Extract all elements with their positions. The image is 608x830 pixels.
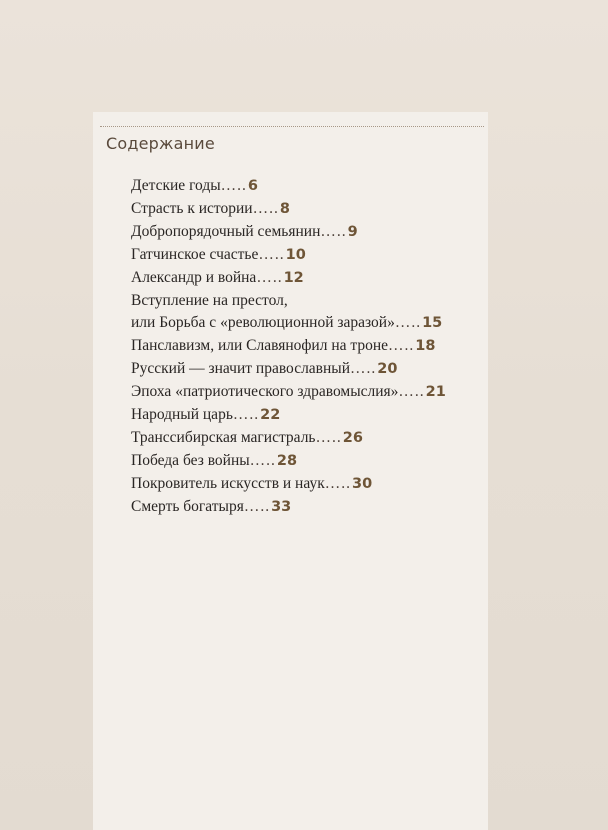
toc-leader-dots: …..	[350, 360, 377, 378]
toc-entry	[131, 175, 481, 198]
toc-entry-title: Победа без войны	[131, 451, 250, 469]
table-of-contents	[131, 175, 481, 519]
toc-entry	[131, 427, 481, 450]
toc-leader-dots: …..	[249, 451, 276, 469]
toc-page-number: 6	[247, 178, 258, 194]
toc-entry-title: Детские годы	[131, 177, 221, 194]
toc-leader-dots: …..	[243, 497, 271, 515]
toc-entry	[131, 404, 481, 427]
toc-leader-dots: …..	[320, 222, 347, 240]
toc-entry	[131, 450, 481, 473]
toc-page-number: 10	[285, 246, 306, 263]
toc-page-number: 33	[271, 498, 292, 515]
toc-entry-title: или Борьба с «революционной заразой»	[131, 314, 395, 332]
toc-leader-dots: …..	[398, 383, 425, 401]
toc-entry-title: Панславизм, или Славянофил на троне	[131, 337, 389, 355]
toc-leader-dots: …..	[315, 428, 342, 446]
toc-entry	[131, 381, 481, 404]
toc-entry	[131, 496, 481, 519]
toc-leader-dots: …..	[394, 314, 422, 332]
toc-leader-dots: …..	[220, 177, 247, 194]
toc-leader-dots: …..	[388, 337, 415, 355]
toc-entry	[131, 198, 481, 221]
toc-page-number: 21	[425, 384, 446, 401]
toc-entry	[131, 290, 481, 336]
dotted-rule	[100, 126, 484, 127]
toc-page-number: 15	[422, 315, 443, 332]
toc-entry-title: Страсть к истории	[131, 199, 253, 217]
toc-leader-dots: …..	[324, 474, 351, 492]
contents-heading: Содержание	[106, 134, 215, 153]
toc-entry	[131, 335, 481, 358]
toc-leader-dots: …..	[256, 268, 283, 286]
toc-entry	[131, 221, 481, 244]
toc-entry-title: Вступление на престол,	[131, 291, 288, 309]
toc-page-number: 28	[276, 452, 298, 469]
toc-entry	[131, 358, 481, 381]
toc-entry-title: Добропорядочный семьянин	[131, 222, 321, 240]
toc-entry-title: Русский — значит православный	[131, 360, 351, 378]
toc-entry	[131, 244, 481, 267]
toc-page-number: 9	[347, 223, 358, 240]
toc-page-number: 30	[351, 475, 373, 492]
toc-leader-dots: …..	[232, 406, 260, 424]
toc-entry-title: Эпоха «патриотического здравомыслия»	[131, 383, 399, 401]
toc-entry-title: Народный царь	[131, 406, 233, 424]
toc-entry-title: Смерть богатыря	[131, 497, 244, 515]
toc-entry	[131, 267, 481, 290]
toc-page-number: 22	[260, 407, 281, 424]
toc-leader-dots: …..	[252, 199, 279, 217]
toc-entry-title: Покровитель искусств и наук	[131, 474, 325, 492]
toc-leader-dots: …..	[258, 245, 285, 263]
toc-page-number: 18	[415, 338, 436, 355]
toc-entry-title: Транссибирская магистраль	[131, 428, 316, 446]
toc-page-number: 20	[377, 361, 398, 378]
toc-page-number: 26	[342, 429, 363, 446]
toc-entry-title: Гатчинское счастье	[131, 245, 259, 263]
toc-page-number: 8	[279, 200, 290, 217]
toc-entry-title: Александр и война	[131, 268, 257, 286]
toc-entry	[131, 473, 481, 496]
toc-page-number: 12	[283, 269, 304, 286]
